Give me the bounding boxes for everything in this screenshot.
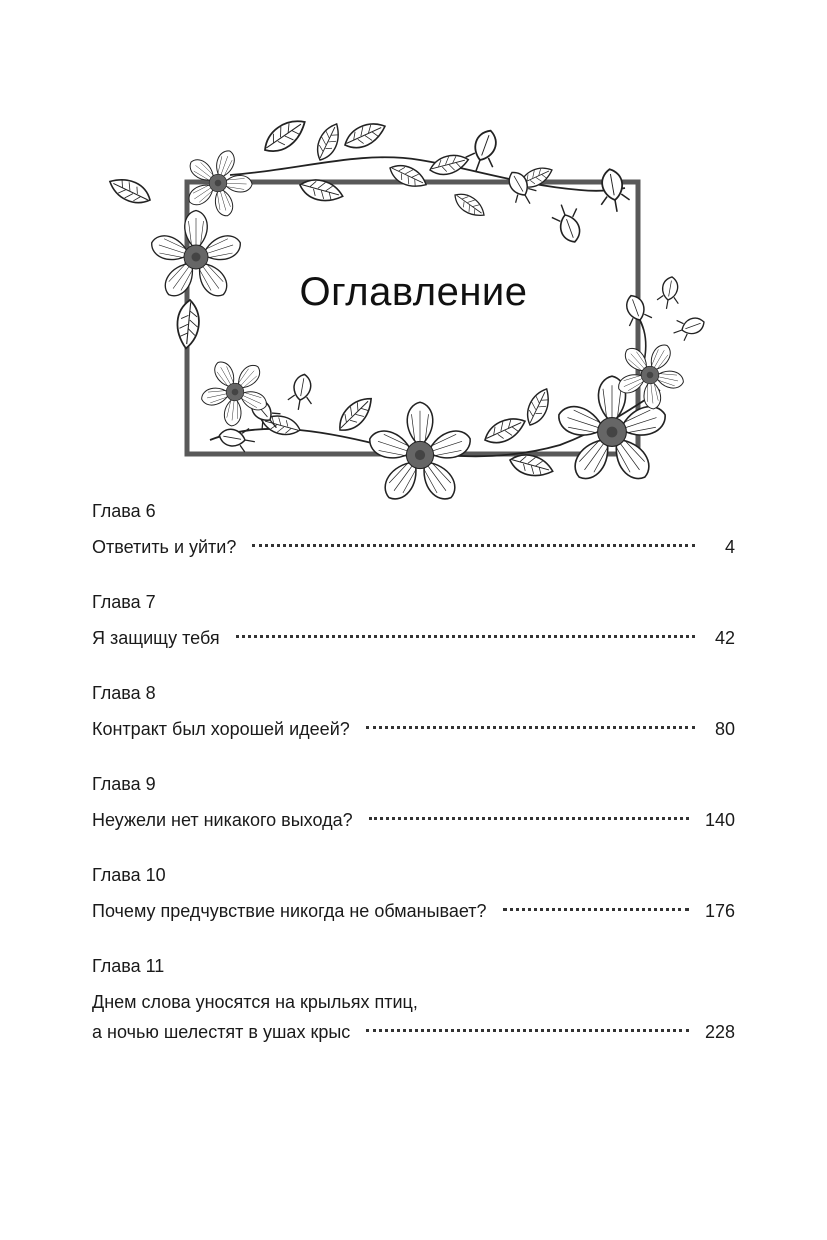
toc-row[interactable] xyxy=(92,623,735,653)
page-number: 176 xyxy=(704,901,735,921)
toc-entry[interactable] xyxy=(92,862,735,926)
chapter-title: Я защищу тебя xyxy=(92,628,220,648)
dot-leader xyxy=(369,817,689,820)
toc-row[interactable] xyxy=(92,805,735,835)
chapter-title: Неужели нет никакого выхода? xyxy=(92,810,353,830)
toc-entry[interactable] xyxy=(92,953,735,1047)
toc-entry[interactable] xyxy=(92,680,735,744)
chapter-title: Контракт был хорошей идеей? xyxy=(92,719,350,739)
page-title: Оглавление xyxy=(299,270,528,314)
chapter-title: Ответить и уйти? xyxy=(92,537,237,557)
toc-entry[interactable] xyxy=(92,771,735,835)
table-of-contents xyxy=(92,498,735,1074)
page-number: 228 xyxy=(704,1022,735,1042)
dot-leader xyxy=(366,1029,689,1032)
chapter-title-line: Днем слова уносятся на крыльях птиц, xyxy=(92,992,418,1012)
dot-leader xyxy=(252,544,695,547)
toc-row[interactable] xyxy=(92,896,735,926)
dot-leader xyxy=(366,726,695,729)
page-number: 4 xyxy=(724,537,735,557)
toc-entry[interactable] xyxy=(92,589,735,653)
page-number: 140 xyxy=(704,810,735,830)
chapter-label: Глава 8 xyxy=(92,683,156,703)
toc-row[interactable] xyxy=(92,1017,735,1047)
dot-leader xyxy=(503,908,689,911)
chapter-title: Почему предчувствие никогда не обманывает? xyxy=(92,901,487,921)
dot-leader xyxy=(236,635,695,638)
page-number: 80 xyxy=(714,719,735,739)
chapter-label: Глава 6 xyxy=(92,501,156,521)
top-vine xyxy=(230,157,625,191)
toc-entry[interactable] xyxy=(92,498,735,562)
page-number: 42 xyxy=(714,628,735,648)
chapter-title: а ночью шелестят в ушах крыс xyxy=(92,1022,351,1042)
chapter-label: Глава 9 xyxy=(92,774,156,794)
chapter-label: Глава 7 xyxy=(92,592,156,612)
toc-row[interactable] xyxy=(92,714,735,744)
floral-frame-illustration xyxy=(0,0,827,520)
toc-row[interactable] xyxy=(92,532,735,562)
chapter-label: Глава 11 xyxy=(92,956,165,976)
chapter-label: Глава 10 xyxy=(92,865,166,885)
